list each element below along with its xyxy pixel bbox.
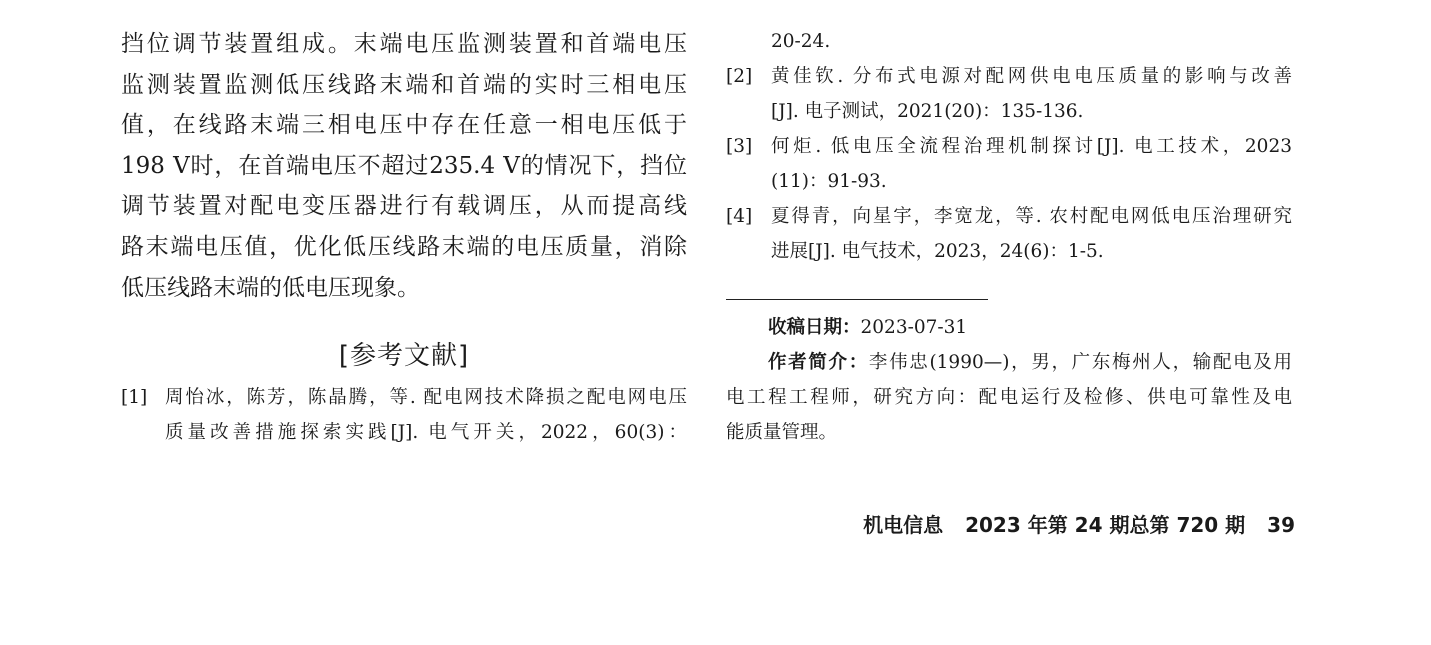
reference-line: [J]. 电子测试，2021(20)：135-136.	[771, 101, 1084, 122]
body-text-line: 低压线路末端的低电压现象。	[121, 274, 420, 301]
reference-item	[726, 199, 1292, 269]
author-bio-line: 能质量管理。	[726, 422, 838, 443]
received-date-value: 2023-07-31	[860, 317, 968, 338]
reference-line: 质量改善措施探索实践[J]. 电气开关，2022，60(3)：	[165, 422, 687, 443]
footnote-divider	[726, 299, 988, 300]
reference-list-right	[726, 24, 1292, 269]
article-metadata	[726, 310, 1292, 450]
body-text-line: 路末端电压值，优化低压线路末端的电压质量，消除	[121, 233, 687, 260]
reference-line: 何炬. 低电压全流程治理机制探讨[J]. 电工技术，2023	[771, 136, 1292, 157]
page-number: 39	[1267, 513, 1295, 537]
body-text-line: 调节装置对配电变压器进行有载调压，从而提高线	[121, 193, 687, 220]
author-bio-line	[726, 345, 1292, 380]
reference-list-left	[121, 380, 687, 450]
reference-line: 周怡冰，陈芳，陈晶腾，等. 配电网技术降损之配电网电压	[165, 387, 687, 408]
reference-item	[726, 129, 1292, 199]
journal-name: 机电信息	[863, 513, 944, 537]
reference-item-continued	[726, 24, 1292, 59]
received-date	[726, 310, 1292, 345]
reference-line: 夏得青，向星宇，李宽龙，等. 农村配电网低电压治理研究	[771, 206, 1292, 227]
body-text-line: 值，在线路末端三相电压中存在任意一相电压低于	[121, 112, 687, 139]
reference-item	[726, 59, 1292, 129]
reference-number: [1]	[121, 387, 148, 408]
body-text-line: 监测装置监测低压线路末端和首端的实时三相电压	[121, 71, 687, 98]
author-bio-text: 李伟忠(1990—)，男，广东梅州人，输配电及用	[868, 352, 1292, 373]
page-footer	[863, 508, 1295, 542]
reference-line: 20-24.	[771, 31, 831, 52]
references-heading: [参考文献]	[338, 341, 470, 371]
reference-line: (11)：91-93.	[771, 171, 887, 192]
issue-info: 2023 年第 24 期总第 720 期	[965, 513, 1246, 537]
body-text-line: 198 V时，在首端电压不超过235.4 V的情况下，挡位	[121, 152, 687, 179]
body-text-column	[121, 24, 687, 308]
reference-number: [4]	[726, 206, 753, 227]
body-text-line: 挡位调节装置组成。末端电压监测装置和首端电压	[121, 31, 687, 57]
reference-number: [3]	[726, 136, 753, 157]
reference-item	[121, 380, 687, 450]
reference-line: 黄佳钦. 分布式电源对配网供电电压质量的影响与改善	[771, 66, 1292, 87]
author-bio-line: 电工程工程师，研究方向：配电运行及检修、供电可靠性及电	[726, 387, 1292, 408]
received-date-label: 收稿日期：	[768, 317, 861, 338]
author-bio-label: 作者简介：	[768, 352, 869, 373]
reference-line: 进展[J]. 电气技术，2023，24(6)：1-5.	[771, 241, 1104, 262]
reference-number: [2]	[726, 66, 753, 87]
